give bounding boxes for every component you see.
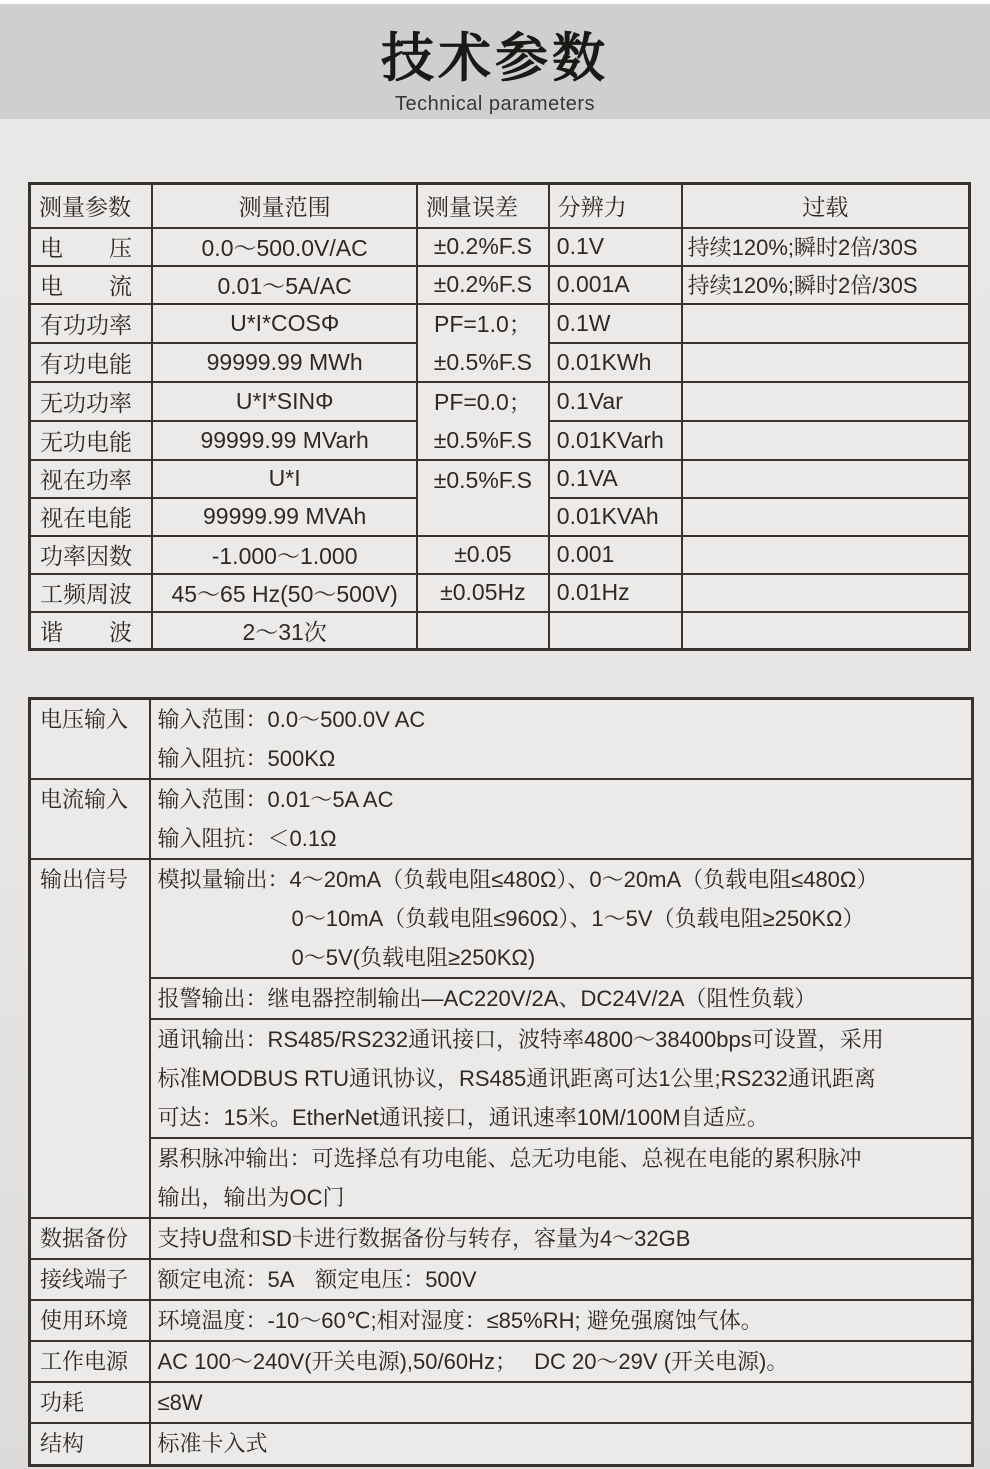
range-cell: U*I*SINΦ <box>152 382 417 421</box>
spec-line: 标准卡入式 <box>157 1431 268 1457</box>
spec-line: ≤8W <box>157 1390 203 1415</box>
range-cell: 0.01～5A/AC <box>152 266 417 304</box>
range-cell: 99999.99 MWh <box>152 343 417 382</box>
range-cell: 99999.99 MVarh <box>152 421 417 460</box>
error-cell-merged <box>417 460 549 536</box>
spec-value <box>150 779 973 859</box>
page-subtitle: Technical parameters <box>394 93 596 115</box>
error-line: ±0.5%F.S <box>433 466 533 493</box>
resolution-cell: 0.1W <box>549 304 682 343</box>
spec-label: 功耗 <box>30 1382 150 1423</box>
error-line: PF=1.0； <box>433 310 532 337</box>
spec-row-current-input <box>30 779 973 859</box>
spec-row-output-comm <box>30 1019 973 1138</box>
overload-cell <box>682 460 970 498</box>
table-row-frequency <box>30 574 970 612</box>
spec-line: 标准MODBUS RTU通讯协议，RS485通讯距离可达1公里;RS232通讯距离 <box>157 1066 876 1091</box>
overload-cell <box>682 612 970 650</box>
table-row-reactive-power <box>30 382 970 421</box>
table-row-harmonics <box>30 612 970 650</box>
spec-row-output-alarm <box>30 978 973 1019</box>
range-cell: U*I*COSΦ <box>152 304 417 343</box>
resolution-cell: 0.1Var <box>549 382 682 421</box>
spec-label: 接线端子 <box>30 1259 150 1300</box>
overload-cell <box>682 382 970 421</box>
range-cell: 45～65 Hz(50～500V) <box>152 574 417 612</box>
spec-row-environment <box>30 1300 973 1341</box>
spec-line: 环境温度：-10～60℃;相对湿度：≤85%RH; 避免强腐蚀气体。 <box>157 1308 763 1333</box>
param-cell: 无功功率 <box>30 382 153 421</box>
range-cell: 2～31次 <box>152 612 417 650</box>
spec-value <box>150 978 973 1019</box>
overload-cell <box>682 421 970 460</box>
column-header-param: 测量参数 <box>30 184 153 228</box>
spec-row-output-analog <box>30 859 973 978</box>
param-cell: 功率因数 <box>30 536 153 574</box>
resolution-cell: 0.001 <box>549 536 682 574</box>
error-line: ±0.5%F.S <box>433 348 533 375</box>
error-cell-merged <box>417 304 549 382</box>
spec-value <box>150 1341 973 1382</box>
spec-value <box>150 1019 973 1138</box>
param-cell: 有功电能 <box>30 343 153 382</box>
param-cell: 视在功率 <box>30 460 153 498</box>
param-cell: 电 压 <box>30 228 153 266</box>
spec-row-consumption <box>30 1382 973 1423</box>
error-cell: ±0.2%F.S <box>417 228 549 266</box>
range-cell: 0.0～500.0V/AC <box>152 228 417 266</box>
overload-cell <box>682 574 970 612</box>
param-cell: 视在电能 <box>30 498 153 536</box>
spec-label: 结构 <box>30 1423 150 1465</box>
table-header-row <box>30 184 970 228</box>
spec-line: 输入阻抗：＜0.1Ω <box>157 826 337 851</box>
error-cell: ±0.05Hz <box>417 574 549 612</box>
spec-line: 输入范围：0.0～500.0V AC <box>157 707 426 732</box>
column-header-error: 测量误差 <box>417 184 549 228</box>
specifications-table <box>28 697 974 1467</box>
page-title: 技术参数 <box>381 29 609 88</box>
overload-cell <box>682 304 970 343</box>
range-cell: 99999.99 MVAh <box>152 498 417 536</box>
range-cell: -1.000～1.000 <box>152 536 417 574</box>
spec-line: 支持U盘和SD卡进行数据备份与转存，容量为4～32GB <box>157 1226 691 1251</box>
overload-cell <box>682 498 970 536</box>
spec-label: 电流输入 <box>30 779 150 859</box>
overload-cell: 持续120%;瞬时2倍/30S <box>682 228 970 266</box>
spec-line: 通讯输出：RS485/RS232通讯接口，波特率4800～38400bps可设置，采用 <box>157 1027 884 1052</box>
table-row-voltage <box>30 228 970 266</box>
spec-row-structure <box>30 1423 973 1465</box>
overload-cell <box>682 536 970 574</box>
param-cell: 电 流 <box>30 266 153 304</box>
spec-label: 输出信号 <box>30 859 150 1218</box>
column-header-overload: 过载 <box>682 184 970 228</box>
spec-value <box>150 1382 973 1423</box>
resolution-cell: 0.001A <box>549 266 682 304</box>
spec-value <box>150 699 973 780</box>
column-header-resolution: 分辨力 <box>549 184 682 228</box>
spec-line: 可达：15米。EtherNet通讯接口，通讯速率10M/100M自适应。 <box>157 1105 769 1130</box>
param-cell: 工频周波 <box>30 574 153 612</box>
spec-line: 0～10mA（负载电阻≤960Ω）、1～5V（负载电阻≥250KΩ） <box>291 906 865 931</box>
overload-cell: 持续120%;瞬时2倍/30S <box>682 266 970 304</box>
param-cell: 有功功率 <box>30 304 153 343</box>
spec-row-output-pulse <box>30 1138 973 1218</box>
measurement-parameters-table <box>28 182 971 651</box>
error-line: PF=0.0； <box>433 388 532 415</box>
resolution-cell: 0.01KVAh <box>549 498 682 536</box>
resolution-cell: 0.1VA <box>549 460 682 498</box>
spec-line: 输入阻抗：500KΩ <box>157 746 336 771</box>
spec-line: 累积脉冲输出：可选择总有功电能、总无功电能、总视在电能的累积脉冲 <box>157 1146 862 1171</box>
table-row-power-factor <box>30 536 970 574</box>
spec-label: 工作电源 <box>30 1341 150 1382</box>
spec-value <box>150 1218 973 1259</box>
error-cell-merged <box>417 382 549 460</box>
spec-label: 数据备份 <box>30 1218 150 1259</box>
spec-row-power-supply <box>30 1341 973 1382</box>
spec-label: 使用环境 <box>30 1300 150 1341</box>
spec-line: 报警输出：继电器控制输出—AC220V/2A、DC24V/2A（阻性负载） <box>157 986 817 1011</box>
spec-line: 额定电流：5A 额定电压：500V <box>157 1267 477 1292</box>
error-cell: ±0.2%F.S <box>417 266 549 304</box>
table-row-active-power <box>30 304 970 343</box>
error-cell: ±0.05 <box>417 536 549 574</box>
resolution-cell <box>549 612 682 650</box>
param-cell: 谐 波 <box>30 612 153 650</box>
error-line: ±0.5%F.S <box>433 426 533 453</box>
spec-value <box>150 859 973 978</box>
range-cell: U*I <box>152 460 417 498</box>
resolution-cell: 0.01Hz <box>549 574 682 612</box>
resolution-cell: 0.1V <box>549 228 682 266</box>
spec-line: 输入范围：0.01～5A AC <box>157 787 394 812</box>
table-row-apparent-power <box>30 460 970 498</box>
spec-value <box>150 1423 973 1465</box>
spec-label: 电压输入 <box>30 699 150 780</box>
title-band <box>0 4 990 119</box>
spec-line: 输出，输出为OC门 <box>157 1185 345 1210</box>
spec-value <box>150 1259 973 1300</box>
spec-row-terminals <box>30 1259 973 1300</box>
resolution-cell: 0.01KWh <box>549 343 682 382</box>
spec-value <box>150 1300 973 1341</box>
error-cell <box>417 612 549 650</box>
overload-cell <box>682 343 970 382</box>
spec-row-voltage-input <box>30 699 973 780</box>
spec-row-data-backup <box>30 1218 973 1259</box>
spec-value <box>150 1138 973 1218</box>
spec-line: 0～5V(负载电阻≥250KΩ) <box>291 945 536 970</box>
table-row-current <box>30 266 970 304</box>
param-cell: 无功电能 <box>30 421 153 460</box>
spec-line: AC 100～240V(开关电源),50/60Hz； DC 20～29V (开关电源)。 <box>157 1349 789 1374</box>
column-header-range: 测量范围 <box>152 184 417 228</box>
resolution-cell: 0.01KVarh <box>549 421 682 460</box>
spec-line: 模拟量输出：4～20mA（负载电阻≤480Ω）、0～20mA（负载电阻≤480Ω） <box>157 867 879 892</box>
